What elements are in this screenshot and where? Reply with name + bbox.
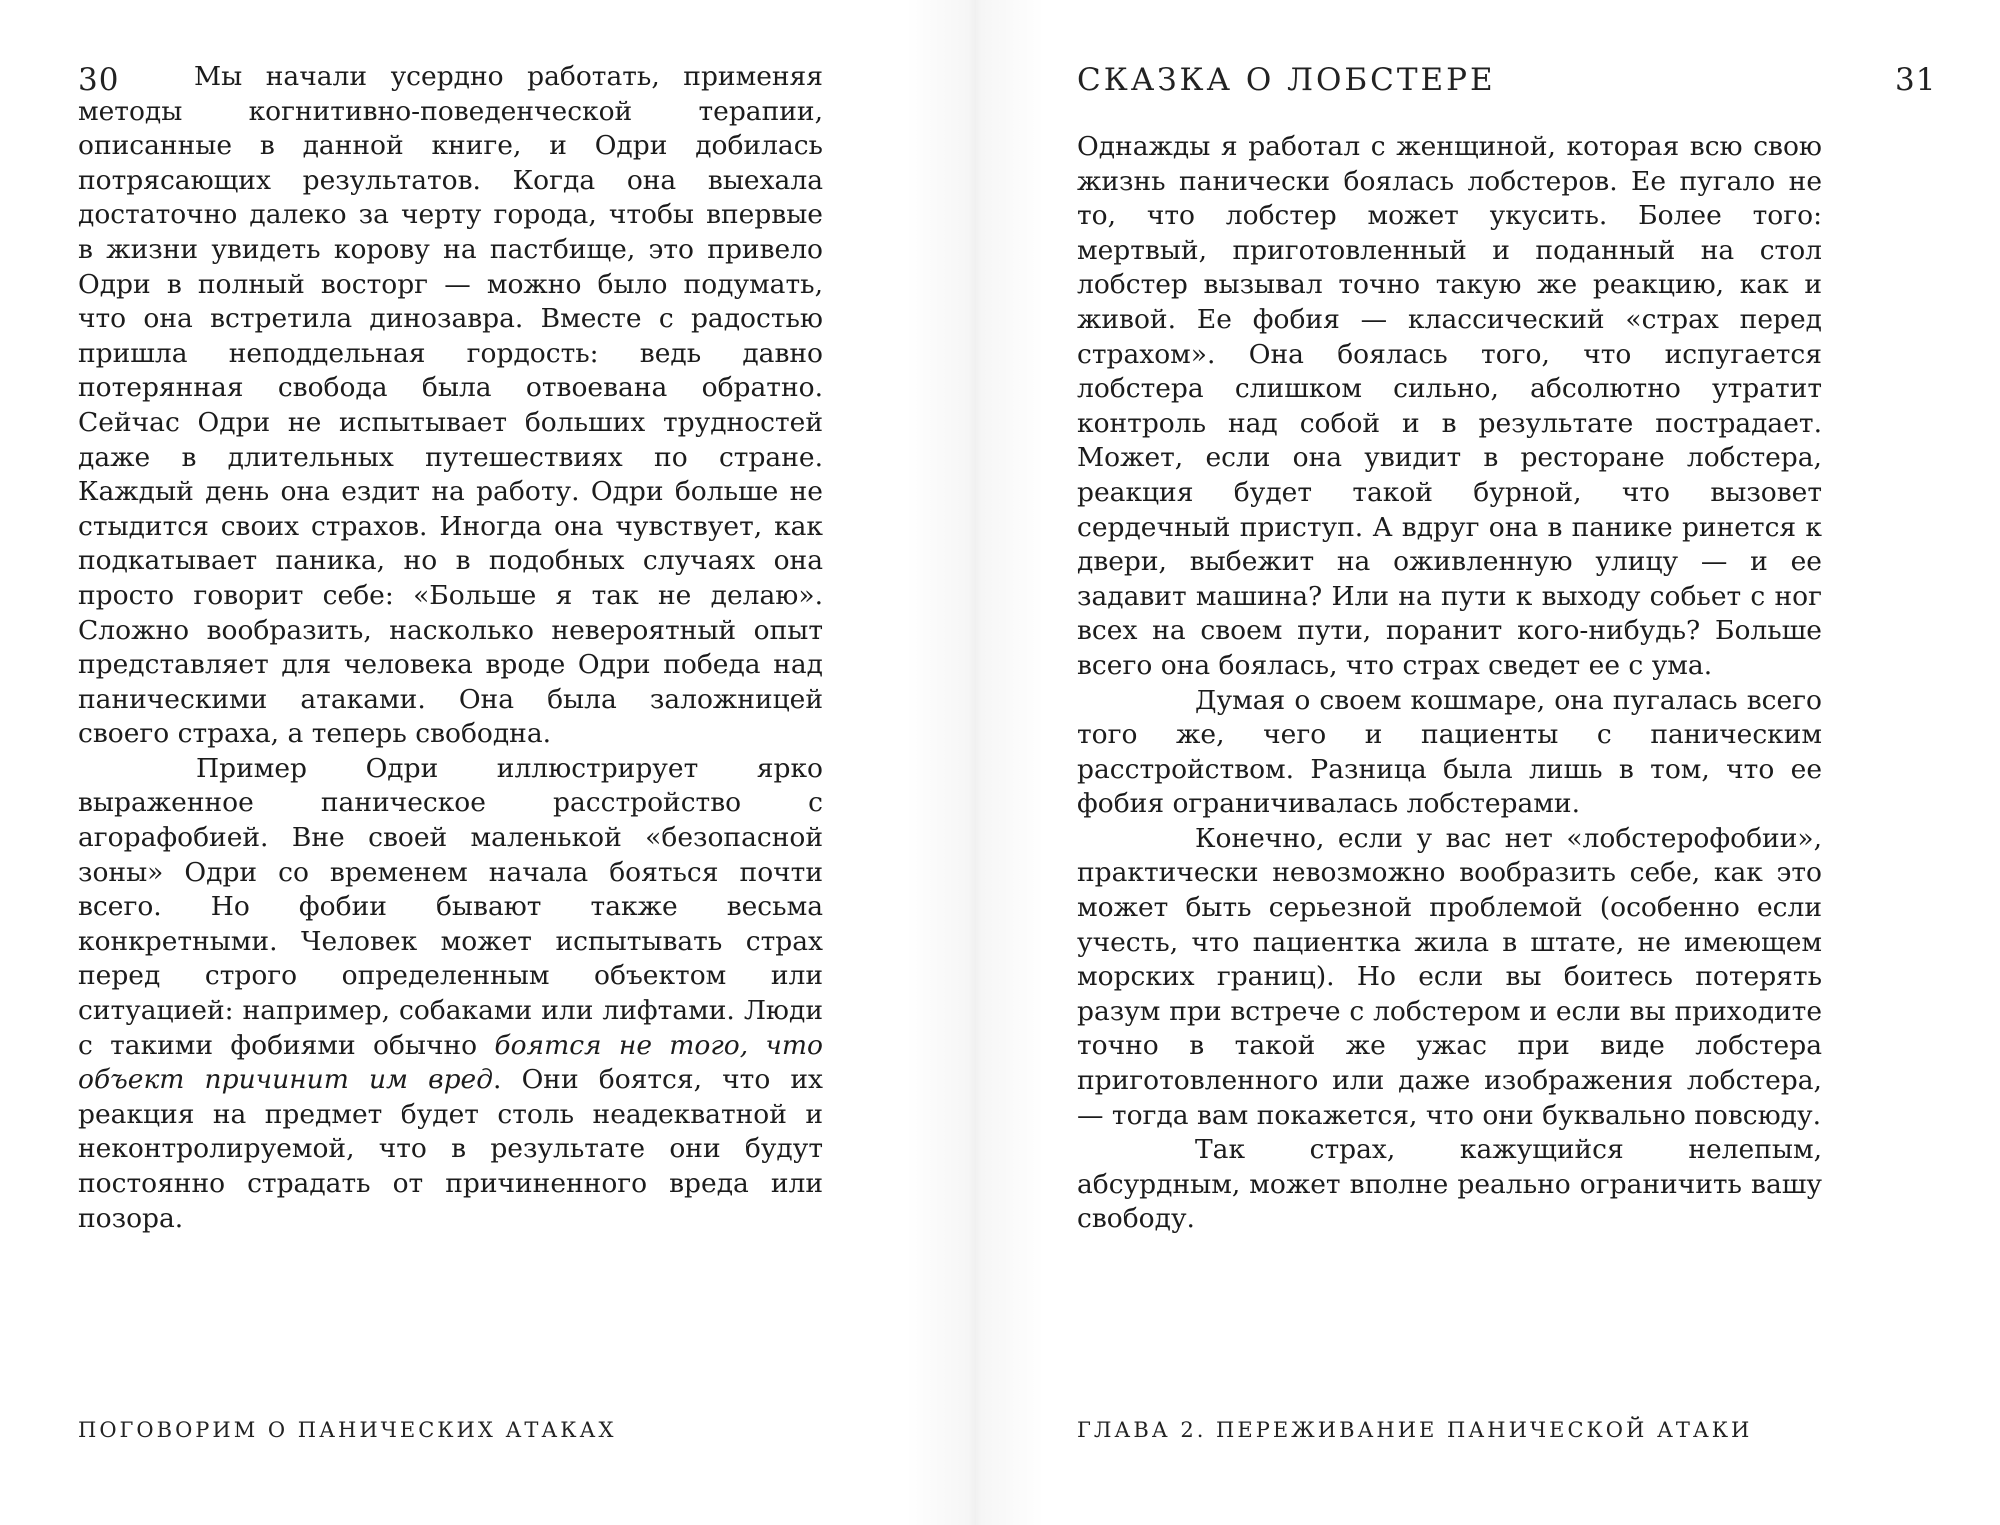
right-page-body xyxy=(1077,130,1822,1237)
left-paragraph-2 xyxy=(78,752,823,1236)
right-paragraph-1: Однажды я работал с женщиной, которая всю свою жизнь панически боялась лобстеров. Ее пугало не то, что лобстер может укусить. Более того: мертвый, приготовленный и поданный на стол лобстер вызывал точно такую же реакцию, как и живой. Ее фобия — классический «страх перед страхом». Она боялась того, что испугается лобстера слишком сильно, абсолютно утратит контроль над собой и в результате пострадает. Может, если она увидит в ресторане лобстера, реакция будет такой бурной, что вызовет сердечный приступ. А вдруг она в панике ринется к двери, выбежит на оживленную улицу — и ее задавит машина? Или на пути к выходу собьет с ног всех на своем пути, поранит кого-нибудь? Больше всего она боялась, что страх сведет ее с ума. xyxy=(1077,131,1822,681)
right-page-number: 31 xyxy=(1895,62,1937,98)
left-page-body xyxy=(78,60,823,1236)
left-running-footer: ПОГОВОРИМ О ПАНИЧЕСКИХ АТАКАХ xyxy=(78,1418,617,1442)
left-paragraph-2-start: Пример Одри иллюстрирует ярко выраженное паническое расстройство с агорафобией. Вне своей маленькой «безопасной зоны» Одри со временем начала бояться почти всего. Но фобии бывают также весьма конкретными. Человек может испытывать страх перед строго определенным объектом или ситуацией: например, собаками или лифтами. Люди с такими фобиями обычно xyxy=(78,752,823,1061)
left-page-number: 30 xyxy=(78,62,120,98)
book-gutter xyxy=(905,0,1045,1525)
left-paragraph-1: Мы начали усердно работать, применяя методы когнитивно-поведенческой терапии, описанные в данной книге, и Одри добилась потрясающих результатов. Когда она выехала достаточно далеко за черту города, чтобы впервые в жизни увидеть корову на пастбище, это привело Одри в полный восторг — можно было подумать, что она встретила динозавра. Вместе с радостью пришла неподдельная гордость: ведь давно потерянная свобода была отвоевана обратно. Сейчас Одри не испытывает больших трудностей даже в длительных путешествиях по стране. Каждый день она ездит на работу. Одри больше не стыдится своих страхов. Иногда она чувствует, как подкатывает паника, но в подобных случаях она просто говорит себе: «Больше я так не делаю». Сложно вообразить, насколько невероятный опыт представляет для человека вроде Одри победа над паническими атаками. Она была заложницей своего страха, а теперь свободна. xyxy=(78,61,823,750)
section-title: СКАЗКА О ЛОБСТЕРЕ xyxy=(1077,62,1496,98)
right-paragraph-2: Думая о своем кошмаре, она пугалась всего того же, чего и пациенты с паническим расстройством. Разница была лишь в том, что ее фобия ограничивалась лобстерами. xyxy=(1077,684,1822,820)
right-paragraph-4: Так страх, кажущийся нелепым, абсурдным, может вполне реально ограничить вашу свободу. xyxy=(1077,1134,1822,1235)
left-paragraph-2-end: . Они боятся, что их реакция на предмет будет столь неадекватной и неконтролируемой, что в результате они будут постоянно страдать от причиненного вреда или позора. xyxy=(78,1064,823,1234)
left-paragraph-2-emphasis: боятся не того, что объект причинит им вред xyxy=(78,1029,823,1096)
right-running-footer: ГЛАВА 2. ПЕРЕЖИВАНИЕ ПАНИЧЕСКОЙ АТАКИ xyxy=(1077,1418,1753,1442)
right-paragraph-3: Конечно, если у вас нет «лобстерофобии», практически невозможно вообразить себе, как это может быть серьезной проблемой (особенно если учесть, что пациентка жила в штате, не имеющем морских границ). Но если вы боитесь потерять разум при встрече с лобстером и если вы приходите точно в такой же ужас при виде лобстера приготовленного или даже изображения лобстера, — тогда вам покажется, что они буквально повсюду. xyxy=(1077,822,1822,1131)
